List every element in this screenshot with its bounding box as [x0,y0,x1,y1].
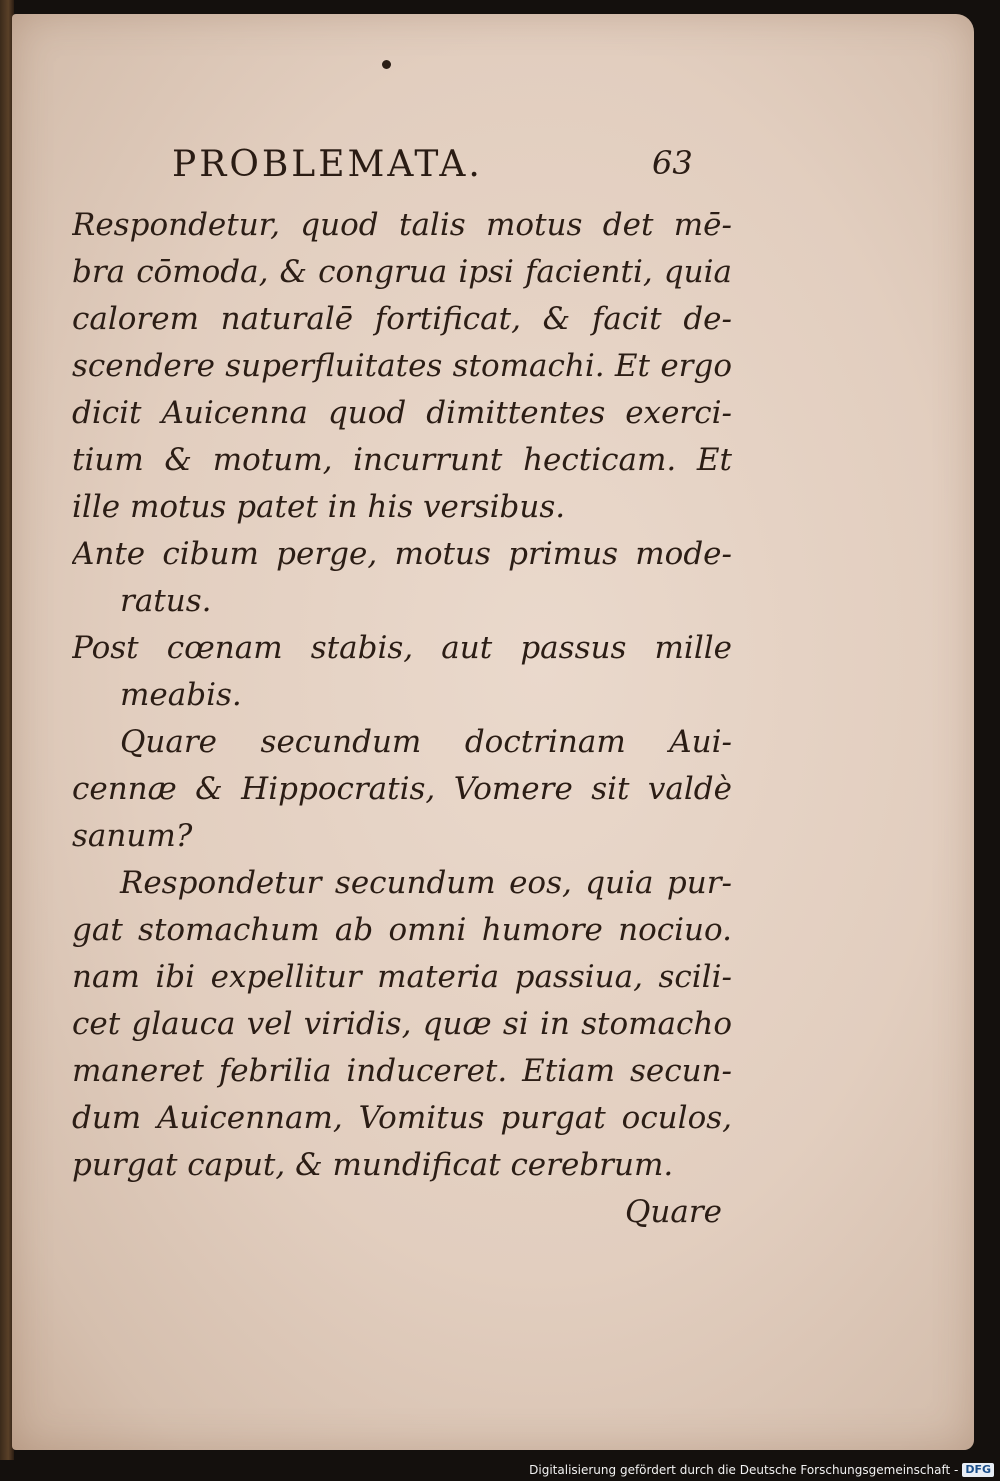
text-line: bra cōmoda, & congrua ipsi facienti, quia [72,254,732,290]
credit-text: Digitalisierung gefördert durch die Deutsche Forschungsgemeinschaft - [529,1463,959,1477]
text-line: gat stomachum ab omni humore nociuo. [72,912,732,948]
running-title: PROBLEMATA. [172,144,483,185]
verse-line: ratus. [120,583,212,619]
running-header [172,144,732,185]
book-page [12,14,974,1450]
text-line: dum Auicennam, Vomitus purgat oculos, [72,1100,732,1136]
text-line: Respondetur, quod talis motus det mē- [72,207,732,243]
text-line: nam ibi expellitur materia passiua, scili- [72,959,732,995]
text-line: calorem naturalē fortificat, & facit de- [72,301,732,337]
text-line: purgat caput, & mundificat cerebrum. [72,1147,674,1183]
text-line: Respondetur secundum eos, quia pur- [120,865,732,901]
text-line: scendere superfluitates stomachi. Et ergo [72,348,732,384]
text-line: tium & motum, incurrunt hecticam. Et [72,442,732,478]
text-line: dicit Auicenna quod dimittentes exerci- [72,395,732,431]
verse-line: Post cœnam stabis, aut passus mille [72,630,732,666]
text-line: ille motus patet in his versibus. [72,489,566,525]
verse-line: meabis. [120,677,242,713]
question-line: cennæ & Hippocratis, Vomere sit valdè [72,771,732,807]
text-line: maneret febrilia induceret. Etiam secun- [72,1053,732,1089]
catchword: Quare [624,1194,722,1230]
dfg-logo: DFG [962,1463,994,1477]
text-line: cet glauca vel viridis, quæ si in stomacho [72,1006,732,1042]
question-line: Quare secundum doctrinam Aui- [120,724,732,760]
question-line: sanum? [72,818,193,854]
verse-line: Ante cibum perge, motus primus mode- [72,536,732,572]
body-text [72,202,732,1236]
page-number: 63 [652,144,693,182]
ink-dot [382,60,391,69]
digitization-credit [529,1463,994,1477]
